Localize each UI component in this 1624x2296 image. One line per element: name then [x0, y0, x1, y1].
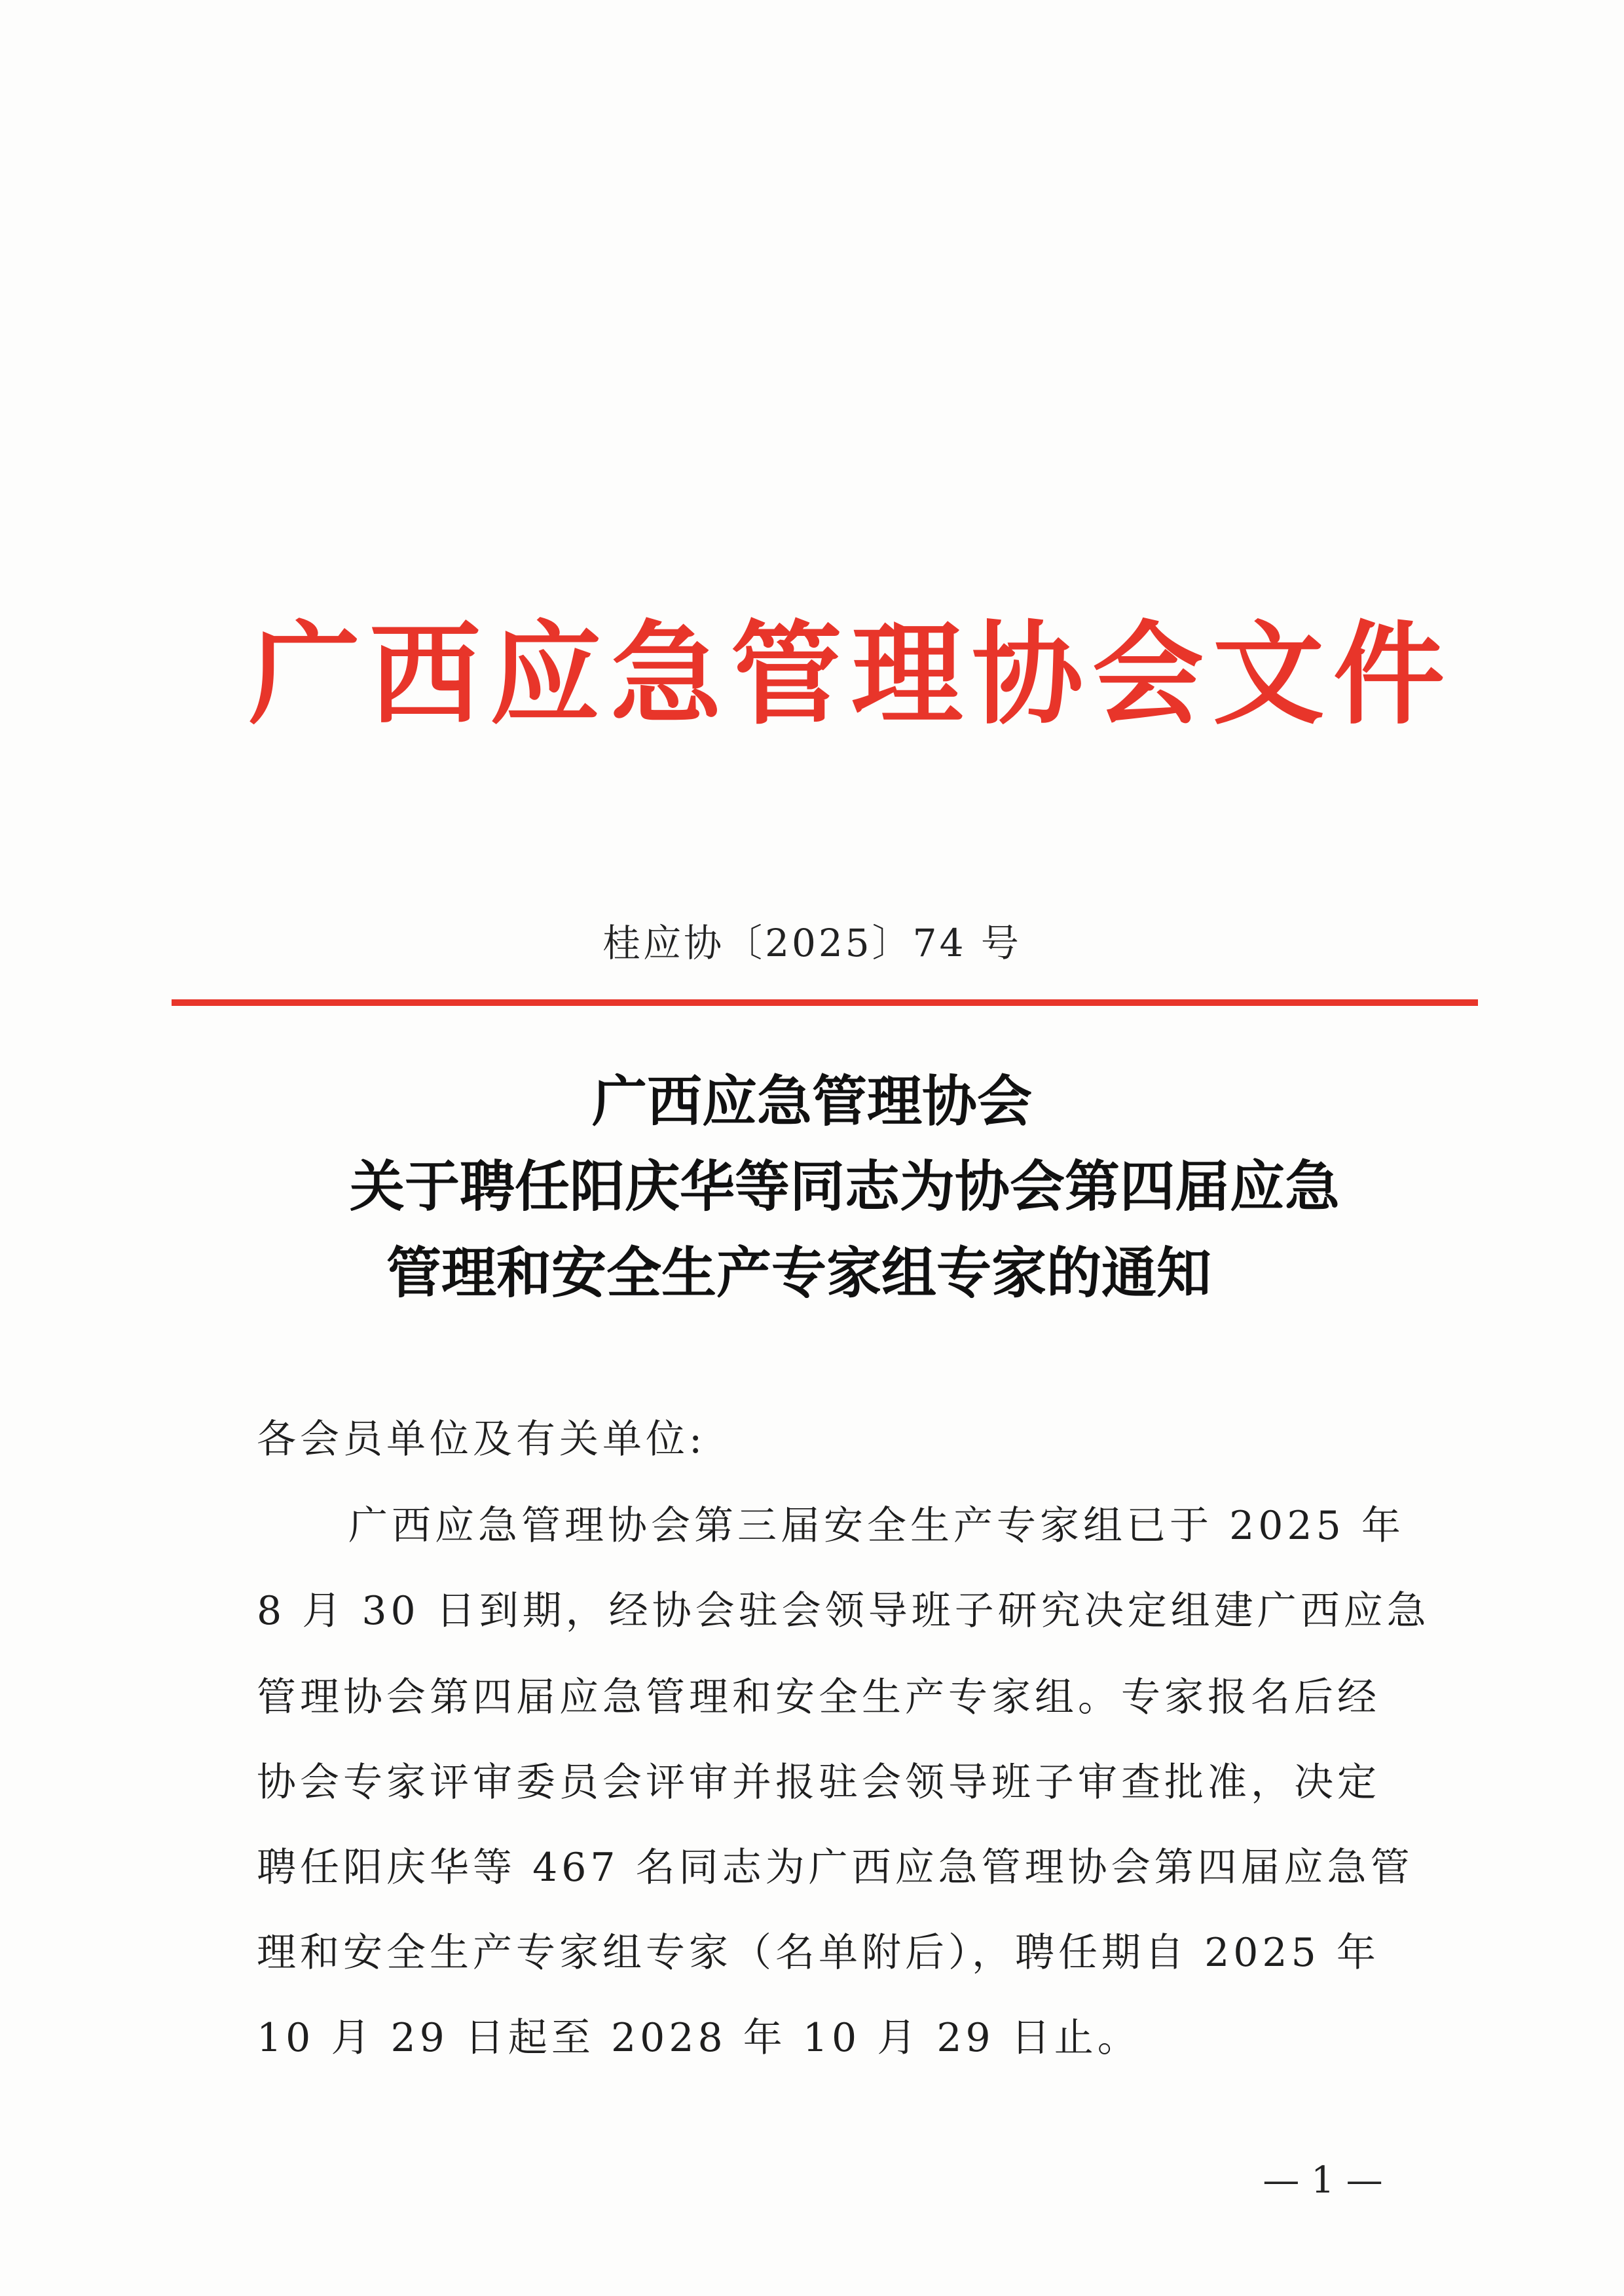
body-line-6: 理和安全生产专家组专家（名单附后），聘任期自 2025 年 [257, 1930, 1380, 1976]
document-number: 桂应协〔2025〕74 号 [602, 921, 1022, 965]
body-line-5: 聘任阳庆华等 467 名同志为广西应急管理协会第四届应急管 [257, 1845, 1414, 1891]
notice-title-line-1: 广西应急管理协会 [591, 1069, 1032, 1134]
body-line-7: 10 月 29 日起至 2028 年 10 月 29 日止。 [257, 2015, 1141, 2061]
body-line-2: 8 月 30 日到期，经协会驻会领导班子研究决定组建广西应急 [257, 1588, 1430, 1634]
notice-title-line-3: 管理和安全生产专家组专家的通知 [386, 1241, 1211, 1305]
red-divider-line [172, 999, 1478, 1006]
page-number: — 1 — [1263, 2159, 1383, 2202]
body-line-4: 协会专家评审委员会评审并报驻会领导班子审查批准，决定 [257, 1760, 1380, 1805]
notice-title-line-2: 关于聘任阳庆华等同志为协会第四届应急 [349, 1155, 1340, 1219]
body-line-1: 广西应急管理协会第三届安全生产专家组已于 2025 年 [348, 1503, 1405, 1549]
salutation: 各会员单位及有关单位: [257, 1416, 707, 1462]
masthead-title: 广西应急管理协会文件 [249, 609, 1454, 740]
body-line-3: 管理协会第四届应急管理和安全生产专家组。专家报名后经 [257, 1675, 1380, 1720]
